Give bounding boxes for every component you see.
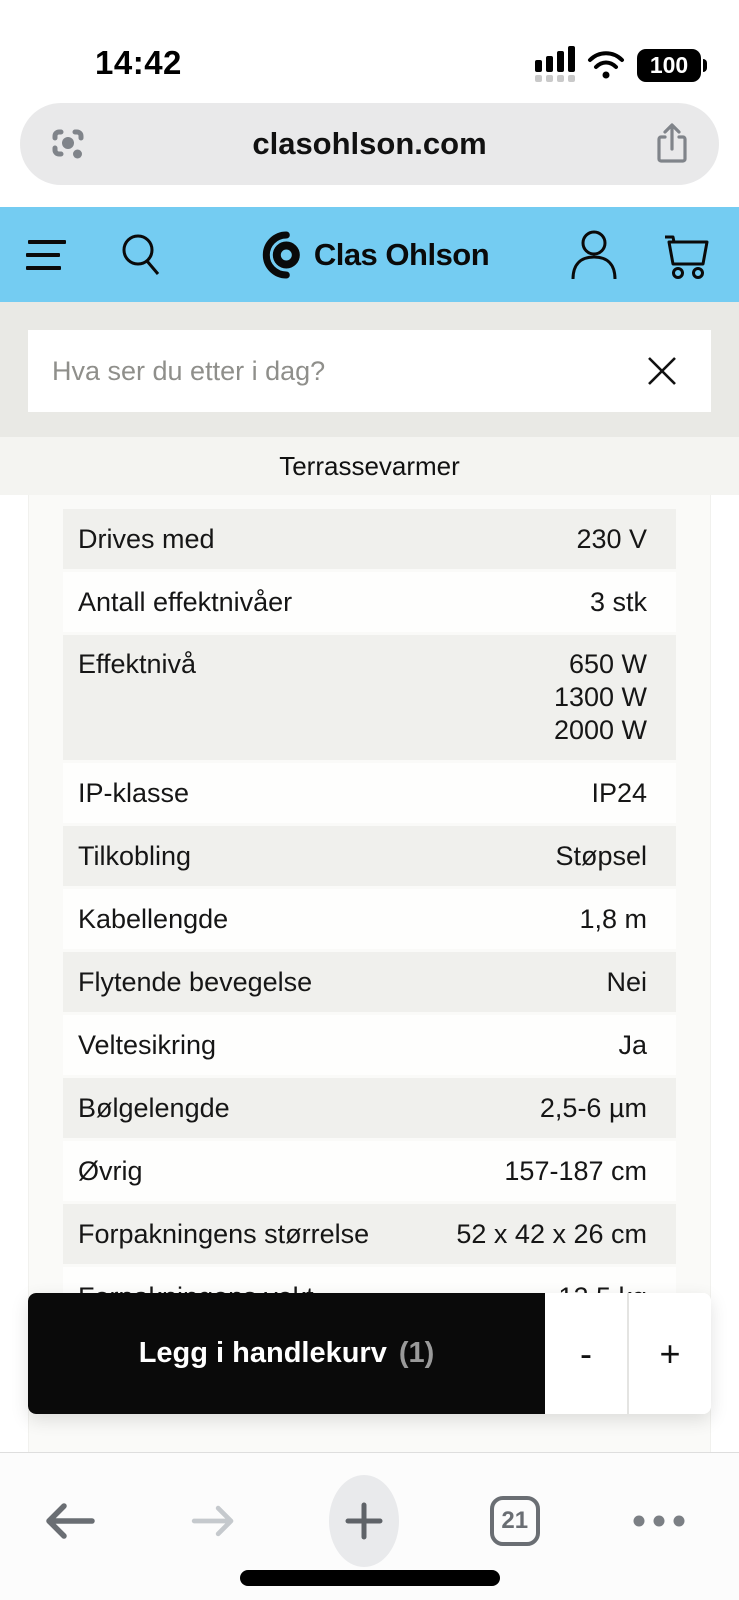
url-bar-row [0,90,739,207]
status-icons [535,48,701,82]
add-to-cart-button[interactable]: Legg i handlekurv (1) [28,1293,545,1414]
search-strip [0,302,739,437]
clas-ohlson-logo-mark [250,228,304,282]
spec-label: Veltesikring [78,1029,217,1060]
spec-label: Drives med [78,523,215,554]
brand-header [0,207,739,302]
spec-value: 650 W 1300 W 2000 W [553,649,647,745]
increase-quantity-button[interactable]: + [629,1293,711,1414]
wifi-icon [587,50,625,80]
spec-row [63,635,676,760]
url-text[interactable]: clasohlson.com [252,126,487,161]
spec-row [63,763,676,823]
spec-row [63,1078,676,1138]
signal-icon [535,48,575,82]
cart-icon[interactable] [661,229,713,281]
spec-row [63,889,676,949]
menu-icon[interactable] [26,240,66,270]
spec-value: 2,5-6 µm [539,1092,647,1123]
spec-row [63,509,676,569]
spec-value: Nei [606,966,647,997]
address-bar[interactable] [20,103,719,185]
browser-toolbar [0,1452,739,1600]
page-title: Terrassevarmer [279,450,460,481]
tab-switcher-icon[interactable] [490,1496,540,1546]
spec-label: Bølgelengde [78,1092,230,1123]
spec-label: Øvrig [78,1155,143,1186]
close-icon[interactable] [643,352,681,390]
search-placeholder: Hva ser du etter i dag? [52,355,326,386]
status-bar [0,0,739,90]
spec-label: Effektnivå [78,649,197,679]
spec-value: Støpsel [555,840,647,871]
spec-row [63,1204,676,1264]
title-strip [0,437,739,495]
share-icon[interactable] [653,122,691,166]
spec-value: 1,8 m [579,903,647,934]
lens-icon[interactable] [48,124,88,164]
spec-value: IP24 [591,777,647,808]
spec-label: Flytende bevegelse [78,966,313,997]
spec-label: Tilkobling [78,840,192,871]
spec-label: Kabellengde [78,903,229,934]
clas-ohlson-logo[interactable] [250,228,489,282]
home-indicator[interactable] [240,1570,500,1586]
spec-label: Antall effektnivåer [78,586,293,617]
spec-value: 3 stk [589,586,647,617]
spec-value: 230 V [576,523,647,554]
spec-row [63,952,676,1012]
add-to-cart-footer [28,1293,711,1414]
spec-value: Ja [618,1029,647,1060]
quantity-stepper [545,1293,711,1414]
search-icon[interactable] [118,231,164,279]
forward-icon[interactable] [189,1501,237,1541]
battery-icon: 100 [637,49,701,82]
spec-row [63,572,676,632]
clock: 14:42 [95,44,182,81]
spec-row [63,1141,676,1201]
search-input[interactable] [28,330,711,412]
logo-text: Clas Ohlson [313,236,490,272]
spec-table [29,495,710,1327]
spec-value: 52 x 42 x 26 cm [456,1218,647,1249]
tab-count: 21 [501,1507,529,1534]
spec-row [63,826,676,886]
profile-icon[interactable] [569,229,619,281]
new-tab-icon[interactable] [329,1475,399,1567]
more-icon[interactable] [631,1513,687,1529]
spec-label: Forpakningens størrelse [78,1218,370,1249]
back-icon[interactable] [42,1499,98,1543]
decrease-quantity-button[interactable]: - [545,1293,627,1414]
spec-value: 157-187 cm [504,1155,647,1186]
spec-label: IP-klasse [78,777,190,808]
spec-row [63,1015,676,1075]
cart-quantity-badge: (1) [398,1337,435,1369]
